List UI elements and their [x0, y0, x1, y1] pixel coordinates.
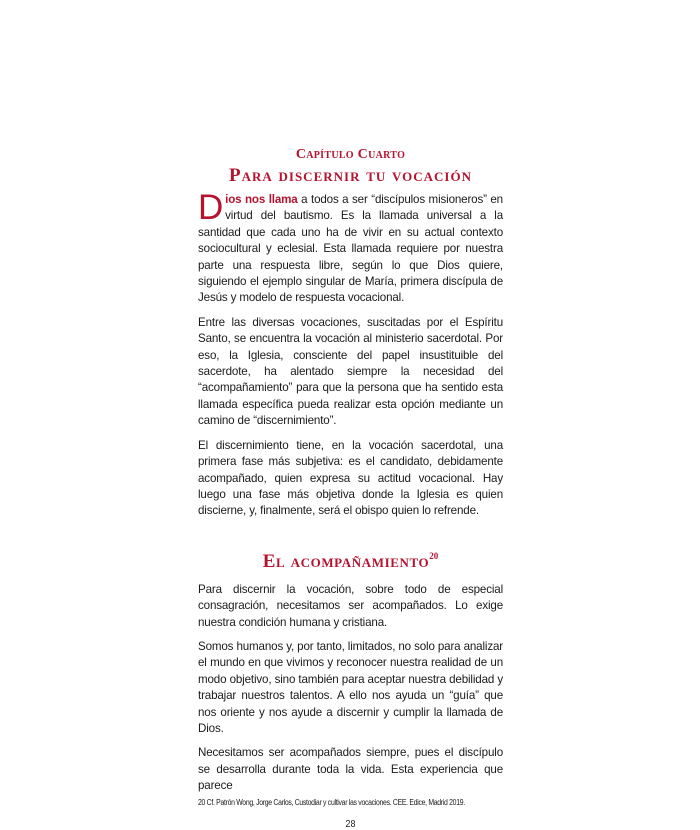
page-number: 28: [345, 817, 356, 830]
drop-cap: D: [198, 188, 224, 227]
section-title-text: El acompañamiento: [262, 550, 430, 572]
lead-phrase: ios nos llama: [225, 193, 298, 206]
paragraph: El discernimiento tiene, en la vocación sacerdotal, una primera fase más subjetiva: es el candidato, debidamente acompañado, quien expresa su actitud vocacional. Hay luego una fase más objetiva donde la Iglesia es quien discierne, y, finalmente, será el obispo quien lo refrende.: [198, 438, 503, 518]
intro-paragraph: [198, 188, 503, 307]
section-title: [198, 544, 503, 574]
paragraph: Necesitamos ser acompañados siempre, pues el discípulo se desarrolla durante toda la vida. Esta experiencia que parece: [198, 746, 503, 793]
footnote-reference: 20: [429, 550, 439, 561]
book-page: [198, 146, 503, 830]
intro-text: a todos a ser “discípulos misioneros” en virtud del bautismo. Es la llamada universal a la santidad que cada uno ha de vivir en su actual contexto sociocultural y eclesial. Esta llamada requiere por nuestra parte una respuesta libre, según lo que Dios quiere, siguiendo el ejemplo singular de María, primera discípula de Jesús y modelo de respuesta vocacional.: [198, 193, 503, 305]
chapter-label: Capítulo Cuarto: [295, 147, 406, 162]
footnote: 20 Cf. Patrón Wong, Jorge Carlos, Custodiar y cultivar las vocaciones. CEE. Edice, Madrid 2019.: [198, 797, 465, 807]
chapter-title: Para discernir tu vocación: [228, 165, 472, 186]
paragraph: Para discernir la vocación, sobre todo de especial consagración, necesitamos ser acompañados. Lo exige nuestra condición humana y cristiana.: [198, 582, 503, 629]
paragraph: Entre las diversas vocaciones, suscitadas por el Espíritu Santo, se encuentra la vocación al ministerio sacerdotal. Por eso, la Iglesia, consciente del papel insustituible del sacerdote, ha alentado siempre la necesidad del “acompañamiento” para que la persona que ha sentido esta llamada específica pueda realizar esta opción mediante un camino de “discernimiento”.: [198, 315, 503, 428]
paragraph: Somos humanos y, por tanto, limitados, no solo para analizar el mundo en que vivimos y reconocer nuestra realidad de un modo objetivo, sino también para aceptar nuestra debilidad y trabajar nuestros talentos. A ello nos ayuda un “guía” que nos oriente y nos ayude a discernir y cumplir la llamada de Dios.: [198, 639, 503, 735]
